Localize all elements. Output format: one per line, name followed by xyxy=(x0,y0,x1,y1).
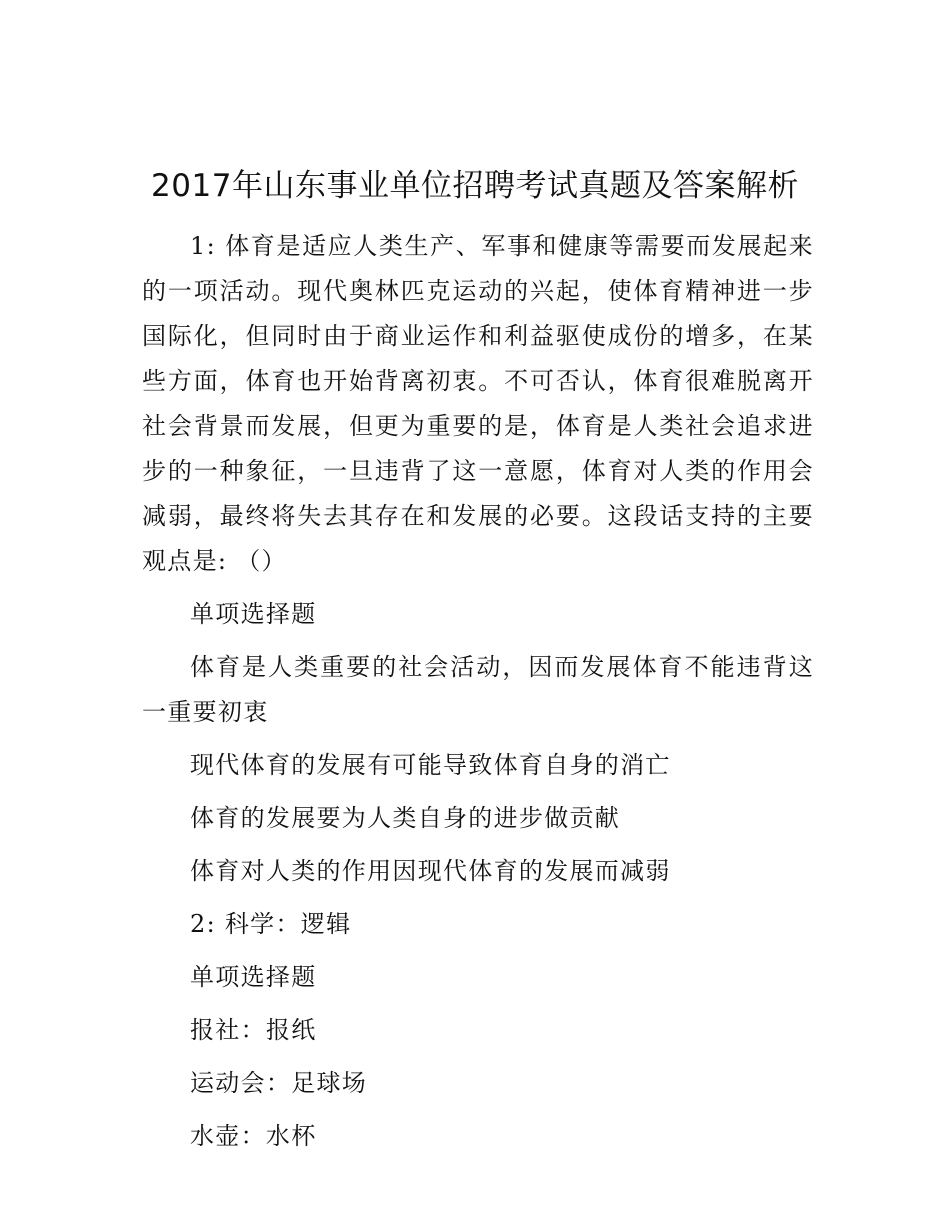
question-2-stem: 2: 科学：逻辑 xyxy=(190,910,352,938)
question-2-option-b: 运动会：足球场 xyxy=(190,1069,368,1097)
question-1-option-b: 现代体育的发展有可能导致体育自身的消亡 xyxy=(190,751,671,779)
question-1-option-d: 体育对人类的作用因现代体育的发展而减弱 xyxy=(190,857,671,885)
question-1-option-a: 体育是人类重要的社会活动，因而发展体育不能违背这一重要初衷 xyxy=(142,653,814,726)
question-2-type: 单项选择题 xyxy=(190,963,317,991)
question-1-type: 单项选择题 xyxy=(190,600,317,628)
page-title: 2017年山东事业单位招聘考试真题及答案解析 xyxy=(151,168,799,204)
question-2-option-a: 报社：报纸 xyxy=(190,1016,317,1044)
document-body xyxy=(142,224,814,1159)
question-2-option-c: 水壶：水杯 xyxy=(190,1122,317,1150)
question-1-option-c: 体育的发展要为人类自身的进步做贡献 xyxy=(190,804,621,832)
question-1-stem: 1: 体育是适应人类生产、军事和健康等需要而发展起来的一项活动。现代奥林匹克运动的兴起，使体育精神进一步国际化，但同时由于商业运作和利益驱使成份的增多，在某些方面，体育也开始背离初衷。不可否认，体育很难脱离开社会背景而发展，但更为重要的是，体育是人类社会追求进步的一种象征，一旦违背了这一意愿，体育对人类的作用会减弱，最终将失去其存在和发展的必要。这段话支持的主要观点是: （） xyxy=(142,232,814,575)
